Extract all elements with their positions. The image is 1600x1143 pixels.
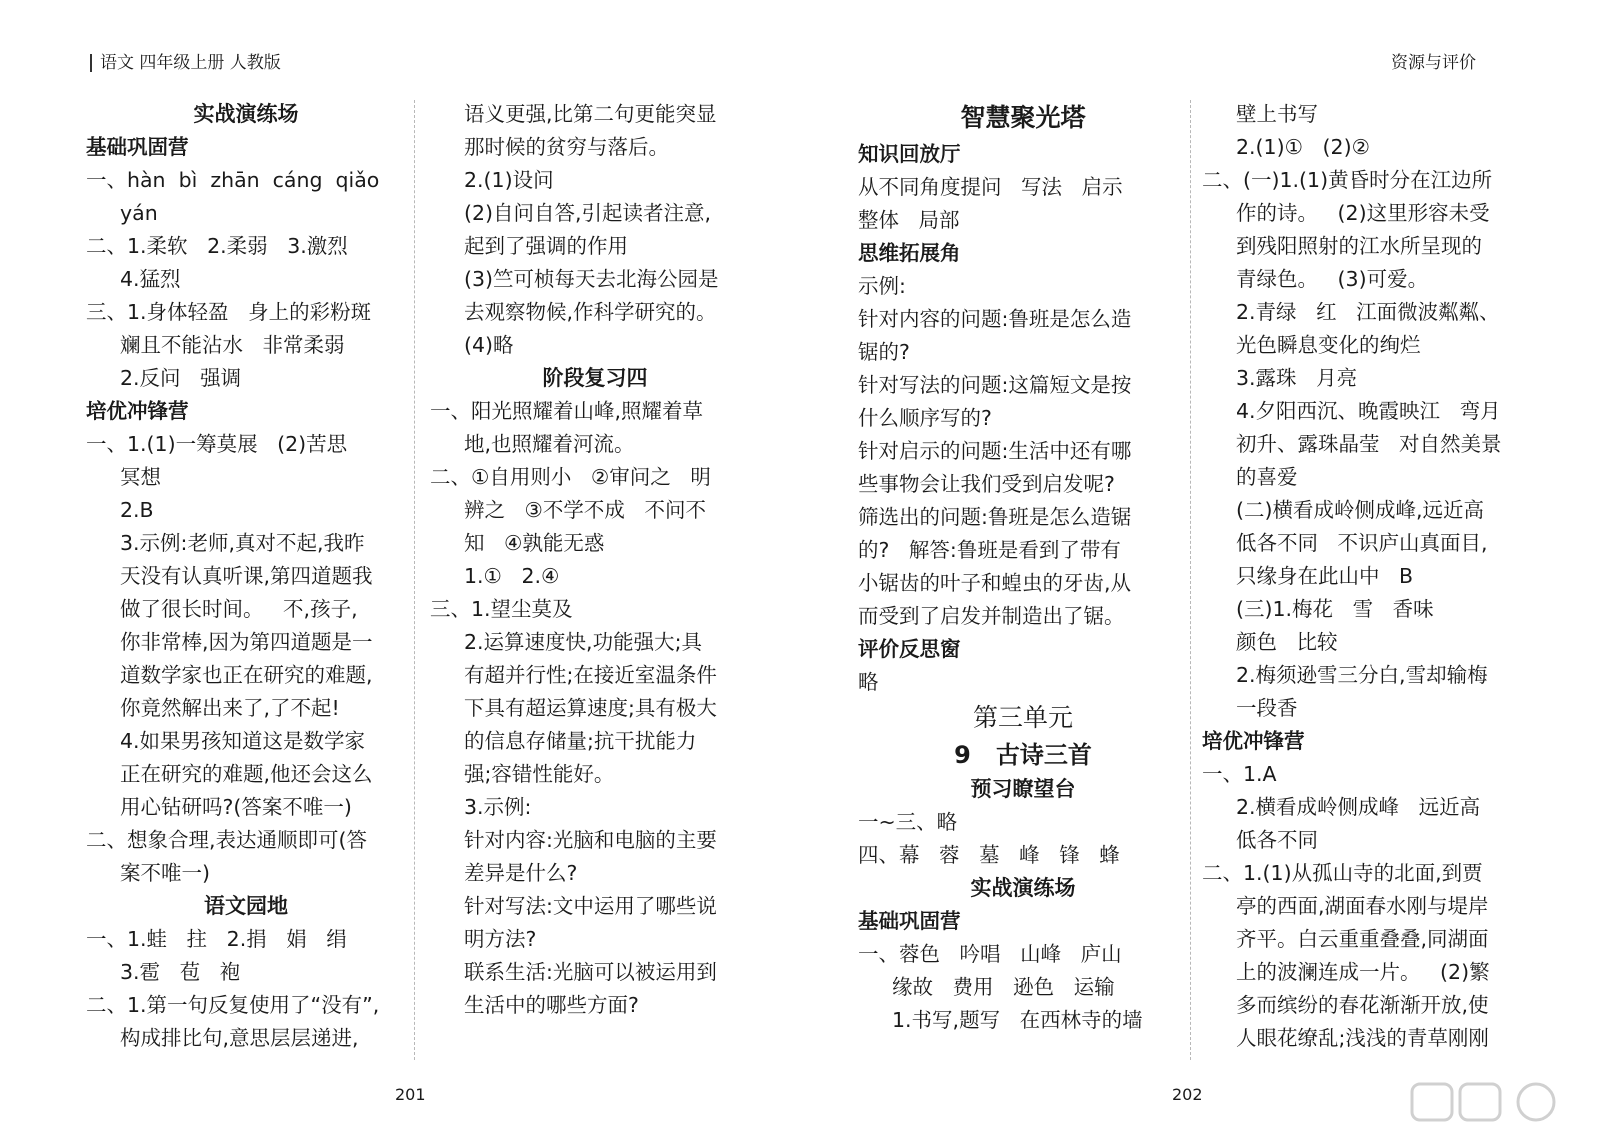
page-number-right: 202 (1172, 1085, 1203, 1104)
answer-line: 2.运算速度快,功能强大;具 (464, 630, 702, 654)
answer-line: 示例: (858, 274, 906, 298)
answer-column-3 (858, 98, 1188, 1037)
answer-line: 3.雹 苞 袍 (120, 960, 241, 984)
answer-line: 联系生活:光脑可以被运用到 (464, 960, 717, 984)
subsection-heading: 思维拓展角 (858, 241, 961, 265)
answer-line: 上的波澜连成一片。 (2)繁 (1236, 960, 1490, 984)
answer-line: 道数学家也正在研究的难题, (120, 663, 373, 687)
answer-line: 整体 局部 (858, 208, 960, 232)
answer-line: 二、(一)1.(1)黄昏时分在江边所 (1202, 168, 1493, 192)
answer-line: 筛选出的问题:鲁班是怎么造锯 (858, 505, 1132, 529)
subsection-heading: 培优冲锋营 (86, 399, 189, 423)
answer-line: 什么顺序写的? (858, 406, 992, 430)
book-series-title: 资源与评价 (1391, 53, 1476, 73)
answer-line: 差异是什么? (464, 861, 578, 885)
answer-line: 4.如果男孩知道这是数学家 (120, 729, 366, 753)
answer-line: 低各不同 不识庐山真面目, (1236, 531, 1488, 555)
answer-line: 起到了强调的作用 (464, 234, 628, 258)
section-heading: 实战演练场 (193, 102, 299, 126)
page-number-left: 201 (395, 1085, 426, 1104)
answer-line: 用心钻研吗?(答案不唯一) (120, 795, 352, 819)
answer-line: 低各不同 (1236, 828, 1318, 852)
answer-line: 二、想象合理,表达通顺即可(答 (86, 828, 368, 852)
answer-line: 一、1.A (1202, 762, 1277, 786)
answer-line: 4.猛烈 (120, 267, 181, 291)
answer-line: 辨之 ③不学不成 不问不 (464, 498, 706, 522)
answer-line: 构成排比句,意思层层递进, (120, 1026, 359, 1050)
watermark-logo (1408, 1078, 1578, 1126)
header-divider (90, 54, 92, 72)
answer-line: 针对内容的问题:鲁班是怎么造 (858, 307, 1132, 331)
answer-line: yán (120, 201, 158, 225)
answer-line: 三、1.身体轻盈 身上的彩粉斑 (86, 300, 372, 324)
answer-line: 强;容错性能好。 (464, 762, 615, 786)
answer-column-2 (430, 98, 760, 1022)
answer-line: 知 ④孰能无惑 (464, 531, 605, 555)
answer-line: 二、1.第一句反复使用了“没有”, (86, 993, 380, 1017)
answer-line: 下具有超运算速度;具有极大 (464, 696, 717, 720)
answer-line: 针对写法的问题:这篇短文是按 (858, 373, 1132, 397)
answer-line: 颜色 比较 (1236, 630, 1338, 654)
subsection-heading: 评价反思窗 (858, 637, 961, 661)
answer-line: 去观察物候,作科学研究的。 (464, 300, 717, 324)
answer-line: 小锯齿的叶子和蝗虫的牙齿,从 (858, 571, 1132, 595)
answer-line: 针对内容:光脑和电脑的主要 (464, 828, 717, 852)
answer-line: 一、1.蛙 拄 2.捐 娟 绢 (86, 927, 347, 951)
answer-line: 1.① 2.④ (464, 564, 560, 588)
answer-line: (3)竺可桢每天去北海公园是 (464, 267, 719, 291)
answer-column-1 (86, 98, 406, 1055)
answer-line: 从不同角度提问 写法 启示 (858, 175, 1123, 199)
answer-line: 2.青绿 红 江面微波粼粼、 (1236, 300, 1500, 324)
answer-line: 锯的? (858, 340, 910, 364)
section-heading: 实战演练场 (970, 876, 1076, 900)
answer-line: 二、1.(1)从孤山寺的北面,到贾 (1202, 861, 1483, 885)
book-title: 语文 四年级上册 人教版 (100, 53, 281, 73)
answer-line: 地,也照耀着河流。 (464, 432, 635, 456)
answer-line: 到残阳照射的江水所呈现的 (1236, 234, 1482, 258)
answer-line: 的? 解答:鲁班是看到了带有 (858, 538, 1121, 562)
answer-line: 2.梅须逊雪三分白,雪却输梅 (1236, 663, 1488, 687)
section-heading: 预习瞭望台 (970, 777, 1076, 801)
answer-line: 壁上书写 (1236, 102, 1318, 126)
lesson-title: 9 古诗三首 (954, 741, 1092, 769)
answer-line: 四、幕 蓉 墓 峰 锋 蜂 (858, 843, 1120, 867)
answer-line: 青绿色。 (3)可爱。 (1236, 267, 1429, 291)
section-title: 智慧聚光塔 (960, 103, 1086, 132)
answer-line: (三)1.梅花 雪 香味 (1236, 597, 1434, 621)
answer-line: 只缘身在此山中 B (1236, 564, 1414, 588)
answer-line: 而受到了启发并制造出了锯。 (858, 604, 1125, 628)
answer-line: 2.B (120, 498, 154, 522)
column-divider (414, 100, 415, 1060)
answer-line: 你非常棒,因为第四道题是一 (120, 630, 373, 654)
answer-line: 4.夕阳西沉、晚霞映江 弯月 (1236, 399, 1501, 423)
answer-line: 三、1.望尘莫及 (430, 597, 573, 621)
answer-line: 初升、露珠晶莹 对自然美景 (1236, 432, 1502, 456)
answer-line: 一、hàn bì zhān cáng qiǎo (86, 168, 380, 192)
answer-line: 有超并行性;在接近室温条件 (464, 663, 717, 687)
subsection-heading: 知识回放厅 (858, 142, 961, 166)
answer-line: 的信息存储量;抗干扰能力 (464, 729, 697, 753)
answer-line: 作的诗。 (2)这里形容未受 (1236, 201, 1490, 225)
answer-line: 针对写法:文中运用了哪些说 (464, 894, 717, 918)
answer-line: 二、1.柔软 2.柔弱 3.激烈 (86, 234, 348, 258)
answer-line: (4)略 (464, 333, 514, 357)
answer-line: 冥想 (120, 465, 161, 489)
answer-column-4 (1202, 98, 1532, 1055)
answer-line: 2.(1)① (2)② (1236, 135, 1370, 159)
answer-line: 针对启示的问题:生活中还有哪 (858, 439, 1132, 463)
answer-line: 天没有认真听课,第四道题我 (120, 564, 373, 588)
answer-line: 一、阳光照耀着山峰,照耀着草 (430, 399, 704, 423)
answer-line: 3.示例: (464, 795, 532, 819)
answer-line: 一、1.(1)一筹莫展 (2)苦思 (86, 432, 348, 456)
answer-line: 人眼花缭乱;浅浅的青草刚刚 (1236, 1026, 1489, 1050)
answer-line: 2.反问 强调 (120, 366, 242, 390)
unit-title: 第三单元 (972, 703, 1073, 732)
answer-line: 略 (858, 670, 879, 694)
answer-line: 那时候的贫穷与落后。 (464, 135, 669, 159)
answer-line: 你竟然解出来了,了不起! (120, 696, 340, 720)
answer-line: 3.露珠 月亮 (1236, 366, 1358, 390)
answer-line: 案不唯一) (120, 861, 210, 885)
page-header-left (90, 48, 281, 73)
answer-line: 一段香 (1236, 696, 1298, 720)
answer-line: 一~三、略 (858, 810, 958, 834)
column-divider (1190, 100, 1191, 1060)
answer-line: 语义更强,比第二句更能突显 (464, 102, 717, 126)
answer-line: 明方法? (464, 927, 537, 951)
answer-line: 的喜爱 (1236, 465, 1298, 489)
answer-line: 做了很长时间。 不,孩子, (120, 597, 358, 621)
section-heading: 阶段复习四 (542, 366, 648, 390)
subsection-heading: 培优冲锋营 (1202, 729, 1305, 753)
answer-line: 缘故 费用 逊色 运输 (892, 975, 1115, 999)
answer-line: (二)横看成岭侧成峰,远近高 (1236, 498, 1485, 522)
answer-line: 斓且不能沾水 非常柔弱 (120, 333, 345, 357)
answer-line: 光色瞬息变化的绚烂 (1236, 333, 1421, 357)
answer-line: 正在研究的难题,他还会这么 (120, 762, 373, 786)
answer-line: 齐平。白云重重叠叠,同湖面 (1236, 927, 1489, 951)
answer-line: 一、蓉色 吟唱 山峰 庐山 (858, 942, 1122, 966)
answer-line: 些事物会让我们受到启发呢? (858, 472, 1115, 496)
answer-line: 2.横看成岭侧成峰 远近高 (1236, 795, 1481, 819)
section-heading: 语文园地 (204, 894, 288, 918)
answer-line: (2)自问自答,引起读者注意, (464, 201, 712, 225)
answer-line: 1.书写,题写 在西林寺的墙 (892, 1008, 1143, 1032)
answer-line: 生活中的哪些方面? (464, 993, 639, 1017)
subsection-heading: 基础巩固营 (86, 135, 189, 159)
subsection-heading: 基础巩固营 (858, 909, 961, 933)
answer-line: 多而缤纷的春花渐渐开放,使 (1236, 993, 1489, 1017)
answer-line: 二、①自用则小 ②审问之 明 (430, 465, 711, 489)
answer-line: 3.示例:老师,真对不起,我昨 (120, 531, 365, 555)
answer-line: 2.(1)设问 (464, 168, 554, 192)
answer-line: 亭的西面,湖面春水刚与堤岸 (1236, 894, 1489, 918)
